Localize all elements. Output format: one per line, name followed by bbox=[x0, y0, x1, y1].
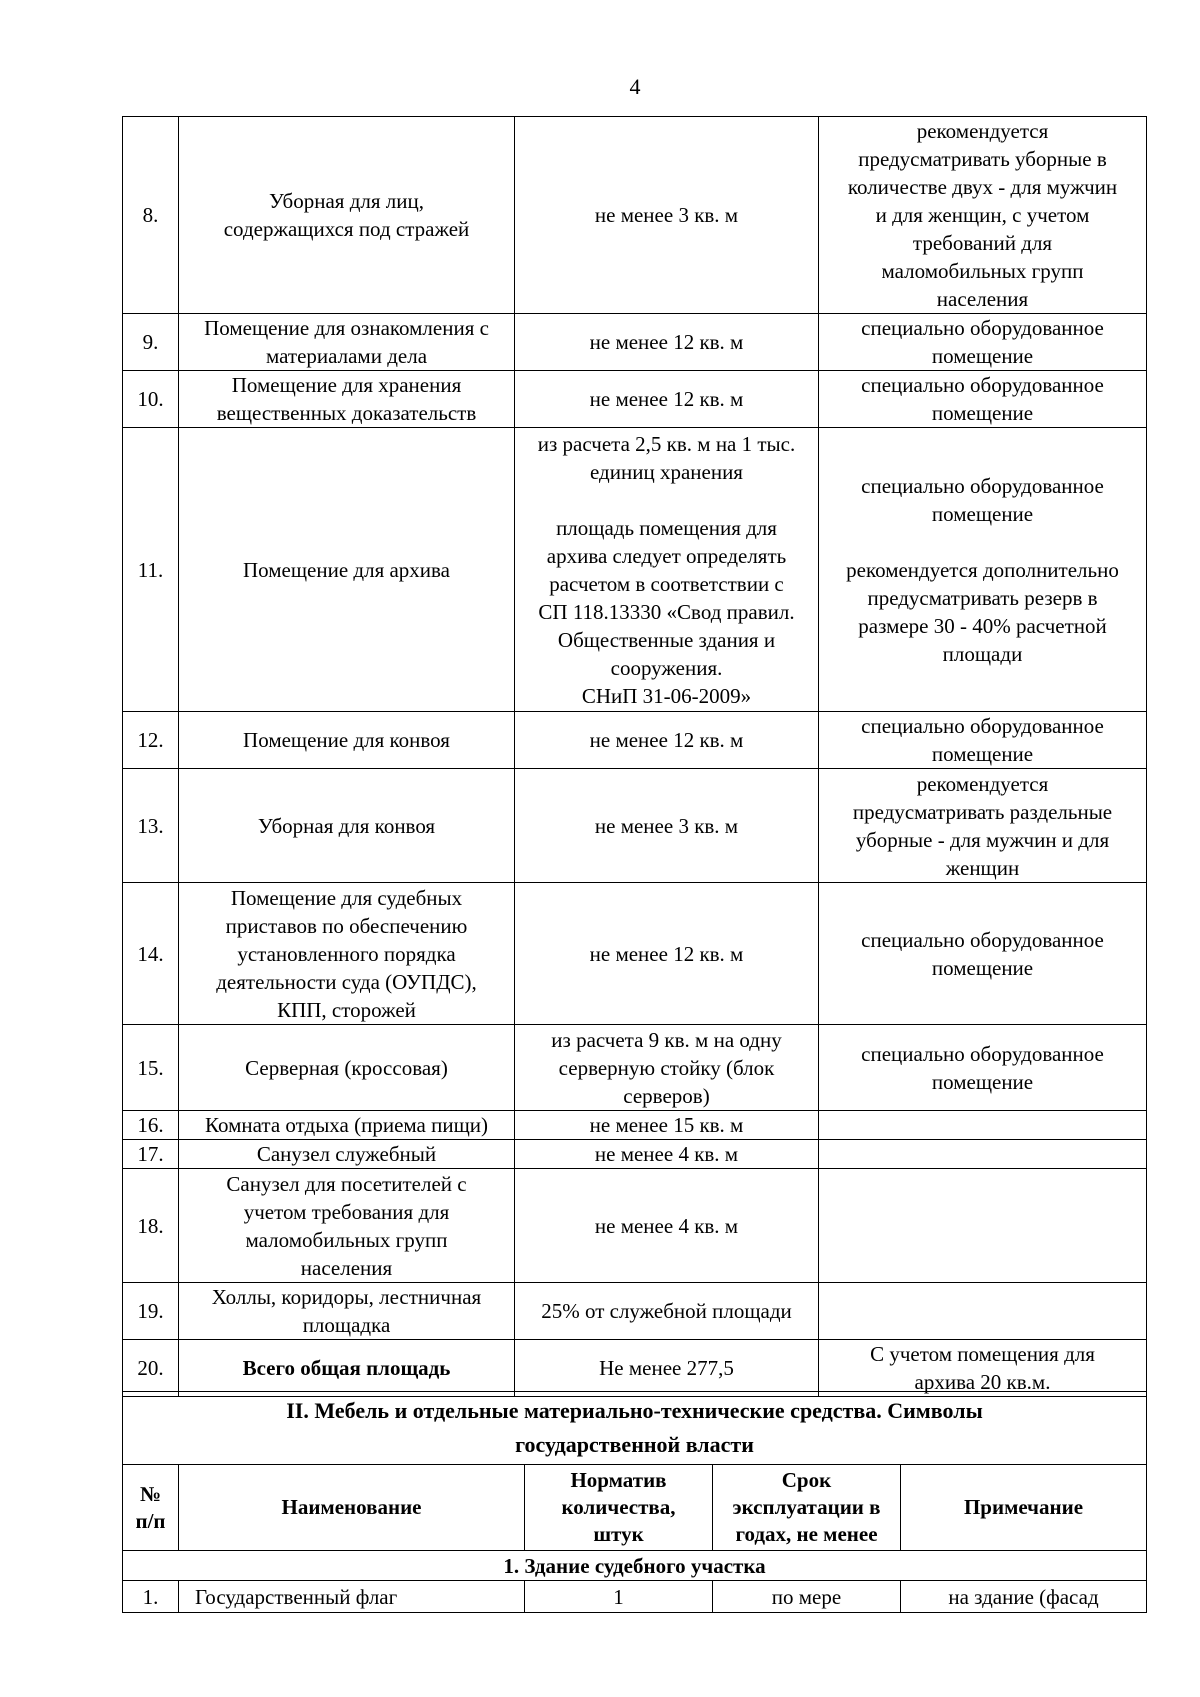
table-row bbox=[123, 1111, 1147, 1140]
item-note: на здание (фасад bbox=[901, 1581, 1147, 1613]
room-name: Санузел для посетителей с учетом требования для маломобильных групп населения bbox=[179, 1169, 515, 1283]
table-row bbox=[123, 769, 1147, 883]
row-number: 20. bbox=[123, 1340, 179, 1397]
row-number: 9. bbox=[123, 314, 179, 371]
header-name: Наименование bbox=[179, 1465, 525, 1551]
note bbox=[819, 1283, 1147, 1340]
header-num: № п/п bbox=[123, 1465, 179, 1551]
room-name: Помещение для архива bbox=[179, 428, 515, 712]
note: рекомендуется предусматривать уборные в количестве двух - для мужчин и для женщин, с учетом требований для маломобильных групп населения bbox=[819, 117, 1147, 314]
row-number: 19. bbox=[123, 1283, 179, 1340]
room-name: Холлы, коридоры, лестничная площадка bbox=[179, 1283, 515, 1340]
item-qty: 1 bbox=[525, 1581, 713, 1613]
area-norm: не менее 12 кв. м bbox=[515, 712, 819, 769]
room-name: Уборная для лиц, содержащихся под стражей bbox=[179, 117, 515, 314]
note bbox=[819, 1111, 1147, 1140]
table-row bbox=[123, 1283, 1147, 1340]
area-norm: не менее 12 кв. м bbox=[515, 371, 819, 428]
row-number: 10. bbox=[123, 371, 179, 428]
table-row bbox=[123, 712, 1147, 769]
table-row bbox=[123, 428, 1147, 712]
subsection-title: 1. Здание судебного участка bbox=[123, 1551, 1147, 1581]
note: специально оборудованное помещение bbox=[819, 1025, 1147, 1111]
row-number: 18. bbox=[123, 1169, 179, 1283]
area-norm: из расчета 9 кв. м на одну серверную стойку (блок серверов) bbox=[515, 1025, 819, 1111]
area-norm: не менее 3 кв. м bbox=[515, 769, 819, 883]
row-number: 17. bbox=[123, 1140, 179, 1169]
header-note: Примечание bbox=[901, 1465, 1147, 1551]
note: специально оборудованное помещение bbox=[819, 314, 1147, 371]
row-number: 15. bbox=[123, 1025, 179, 1111]
note bbox=[819, 1140, 1147, 1169]
item-name: Государственный флаг bbox=[179, 1581, 525, 1613]
row-number: 12. bbox=[123, 712, 179, 769]
row-number: 1. bbox=[123, 1581, 179, 1613]
page-number: 4 bbox=[629, 74, 641, 99]
area-norm: не менее 4 кв. м bbox=[515, 1169, 819, 1283]
header-term: Срок эксплуатации в годах, не менее bbox=[713, 1465, 901, 1551]
note: специально оборудованное помещение bbox=[819, 883, 1147, 1025]
room-name: Уборная для конвоя bbox=[179, 769, 515, 883]
row-number: 13. bbox=[123, 769, 179, 883]
header-qty: Норматив количества, штук bbox=[525, 1465, 713, 1551]
area-norm: 25% от служебной площади bbox=[515, 1283, 819, 1340]
table-row bbox=[123, 314, 1147, 371]
area-norm: из расчета 2,5 кв. м на 1 тыс. единиц хранения площадь помещения для архива следует определять расчетом в соответствии с СП 118.13330 «Свод правил. Общественные здания и сооружения. СНиП 31-06-2009» bbox=[515, 428, 819, 712]
room-name: Серверная (кроссовая) bbox=[179, 1025, 515, 1111]
table-row bbox=[123, 371, 1147, 428]
row-number: 16. bbox=[123, 1111, 179, 1140]
room-name: Помещение для конвоя bbox=[179, 712, 515, 769]
table-row bbox=[123, 1340, 1147, 1397]
room-name: Помещение для судебных приставов по обеспечению установленного порядка деятельности суда (ОУПДС), КПП, сторожей bbox=[179, 883, 515, 1025]
table-row bbox=[123, 117, 1147, 314]
table-row bbox=[123, 1169, 1147, 1283]
area-norm: не менее 4 кв. м bbox=[515, 1140, 819, 1169]
item-term: по мере bbox=[713, 1581, 901, 1613]
note: специально оборудованное помещение bbox=[819, 371, 1147, 428]
area-norm: не менее 12 кв. м bbox=[515, 314, 819, 371]
table-header-row bbox=[123, 1465, 1147, 1551]
area-norm: не менее 15 кв. м bbox=[515, 1111, 819, 1140]
table-row bbox=[123, 1140, 1147, 1169]
room-name: Помещение для ознакомления с материалами дела bbox=[179, 314, 515, 371]
table-row bbox=[123, 1581, 1147, 1613]
area-norm: не менее 12 кв. м bbox=[515, 883, 819, 1025]
table-row bbox=[123, 883, 1147, 1025]
section-title: II. Мебель и отдельные материально-технические средства. Символы государственной власти bbox=[123, 1392, 1147, 1465]
furniture-table bbox=[122, 1391, 1147, 1613]
row-number: 11. bbox=[123, 428, 179, 712]
row-number: 8. bbox=[123, 117, 179, 314]
room-name: Помещение для хранения вещественных доказательств bbox=[179, 371, 515, 428]
area-norm: Не менее 277,5 bbox=[515, 1340, 819, 1397]
table-row bbox=[123, 1025, 1147, 1111]
premises-table bbox=[122, 116, 1147, 1397]
note bbox=[819, 1169, 1147, 1283]
note: специально оборудованное помещение bbox=[819, 712, 1147, 769]
note: специально оборудованное помещение рекомендуется дополнительно предусматривать резерв в размере 30 - 40% расчетной площади bbox=[819, 428, 1147, 712]
row-number: 14. bbox=[123, 883, 179, 1025]
note: С учетом помещения для архива 20 кв.м. bbox=[819, 1340, 1147, 1397]
area-norm: не менее 3 кв. м bbox=[515, 117, 819, 314]
note: рекомендуется предусматривать раздельные уборные - для мужчин и для женщин bbox=[819, 769, 1147, 883]
room-name: Комната отдыха (приема пищи) bbox=[179, 1111, 515, 1140]
room-name: Всего общая площадь bbox=[179, 1340, 515, 1397]
room-name: Санузел служебный bbox=[179, 1140, 515, 1169]
